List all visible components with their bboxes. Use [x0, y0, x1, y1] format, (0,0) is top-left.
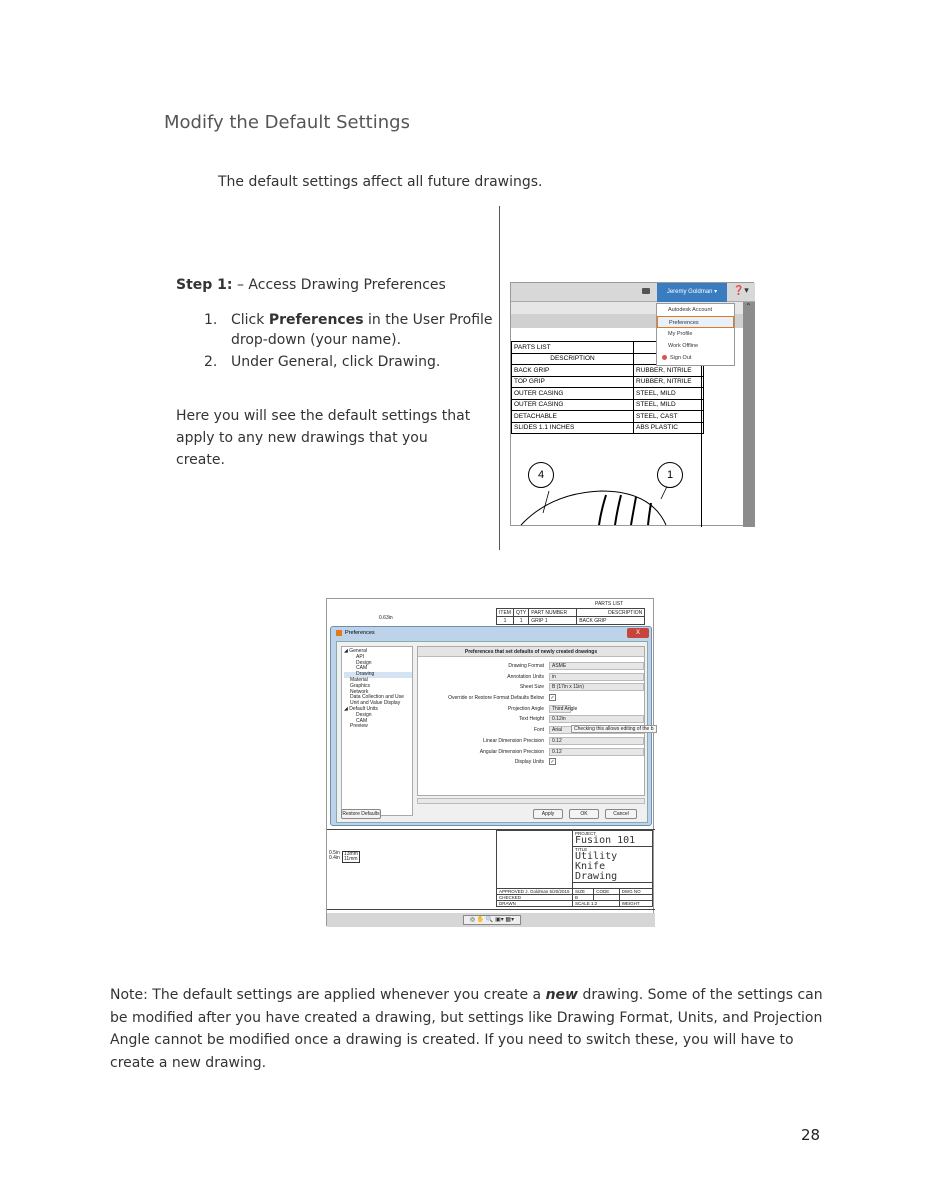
app-icon: [336, 630, 342, 636]
table-cell: ABS PLASTIC: [634, 422, 704, 434]
menu-item-work-offline[interactable]: Work Offline: [668, 343, 699, 349]
tree-item-default-units[interactable]: ◢ Default Units: [344, 705, 378, 712]
chevron-up-icon[interactable]: ⌃: [745, 302, 752, 311]
preferences-dialog: [330, 626, 652, 826]
view-tools[interactable]: ◎ ✋ 🔍 ▣▾ ▦▾: [463, 915, 521, 925]
tree-item-design[interactable]: Design: [356, 659, 372, 666]
ok-button[interactable]: OK: [569, 809, 599, 819]
parts-list-table: [496, 608, 645, 625]
tooltip: Checking this allows editing of the b: [571, 725, 657, 733]
step-label: Step 1:: [176, 277, 233, 293]
table-cell: [573, 831, 653, 847]
setting-row: [418, 704, 644, 715]
setting-label: Drawing Format: [508, 663, 544, 669]
list-number: 1.: [204, 312, 218, 328]
restore-defaults-button[interactable]: Restore Defaults: [342, 811, 380, 817]
setting-label: Override or Restore Format Defaults Below: [448, 695, 544, 702]
setting-label: Projection Angle: [507, 705, 544, 712]
menu-item-preferences[interactable]: Preferences: [657, 316, 734, 328]
callout-balloon: 4: [528, 462, 554, 488]
menu-label: Sign Out: [670, 355, 692, 361]
setting-label: Text Height: [518, 716, 544, 723]
user-profile-dropdown: [656, 303, 735, 366]
drawn-cell: DRAWN: [497, 901, 573, 907]
tree-item-drawing[interactable]: Drawing: [344, 672, 412, 678]
setting-row: [418, 747, 644, 758]
horizontal-scrollbar[interactable]: [417, 798, 645, 804]
list-bold: Preferences: [268, 312, 364, 328]
column-header: ITEM: [497, 609, 514, 617]
table-cell: 1: [513, 617, 528, 625]
setting-label: Angular Dimension Precision: [479, 748, 544, 755]
menu-item-my-profile[interactable]: My Profile: [668, 331, 693, 337]
step-title-text: – Access Drawing Preferences: [232, 277, 446, 293]
column-header: DESCRIPTION: [512, 353, 634, 365]
table-cell: SLIDES 1.1 INCHES: [512, 422, 634, 434]
drawing-title: Utility Knife Drawing: [575, 851, 618, 882]
title-block: [496, 830, 653, 907]
sign-out-icon: [662, 355, 667, 360]
setting-label: Annotation Units: [507, 673, 544, 680]
table-cell: GRIP 1: [529, 617, 577, 625]
note-text: drawing. Some of the settings can be modified after you have created a drawing, but settings like Drawing Format, Units, and Projection Angle cannot be modified once a drawing is created. If you need to switch these, you will have to create a new drawing.: [110, 987, 823, 1071]
parts-list-title: PARTS LIST: [595, 601, 624, 607]
setting-row: [418, 672, 644, 683]
sheet-size-select[interactable]: B (17in x 11in): [549, 683, 644, 691]
list-item: [204, 310, 494, 350]
menu-item-autodesk-account[interactable]: Autodesk Account: [668, 307, 713, 313]
step-title: [176, 277, 446, 293]
font-select[interactable]: Arial: [549, 726, 644, 734]
table-cell: RUBBER, NITRILE: [634, 365, 704, 377]
table-row: [512, 422, 704, 434]
help-icon[interactable]: ❓▾: [733, 285, 749, 295]
dialog-body: [336, 641, 654, 823]
dialog-title: Preferences: [345, 630, 375, 636]
annotation-units-select[interactable]: in: [549, 673, 644, 681]
column-header: QTY: [513, 609, 528, 617]
dwg-label: DWG NO: [619, 889, 652, 895]
user-menu-screenshot: [510, 282, 754, 526]
column-header: DESCRIPTION: [577, 609, 645, 617]
table-cell: STEEL, MILD: [634, 388, 704, 400]
list-number: 2.: [204, 354, 218, 370]
table-cell: OUTER CASING: [512, 388, 634, 400]
intro-text: The default settings affect all future drawings.: [218, 174, 543, 190]
tree-item-cam-units[interactable]: CAM: [356, 717, 368, 724]
setting-label: Font: [533, 727, 544, 734]
page-heading: Modify the Default Settings: [164, 112, 410, 133]
tree-item-data-collection[interactable]: Data Collection and Use: [350, 694, 404, 701]
size-label: SIZE: [573, 889, 594, 895]
here-text: Here you will see the default settings that apply to any new drawings that you create.: [176, 408, 471, 468]
close-button[interactable]: X: [627, 628, 649, 638]
list-text: Click: [231, 312, 269, 328]
dimension-label: 0.63in: [379, 615, 393, 621]
chat-icon: [642, 288, 650, 294]
table-cell: OUTER CASING: [512, 399, 634, 411]
tree-item-network[interactable]: Network: [350, 688, 369, 695]
weight-cell: WEIGHT: [619, 901, 652, 907]
preferences-tree: [341, 646, 413, 816]
setting-row: [418, 682, 644, 693]
project-name: Fusion 101: [575, 835, 636, 846]
scrollbar[interactable]: [743, 302, 755, 527]
tree-item-preview[interactable]: Preview: [350, 723, 368, 730]
column-header: PART NUMBER: [529, 609, 577, 617]
display-units-checkbox[interactable]: ✓: [550, 759, 555, 766]
menu-item-sign-out[interactable]: [657, 352, 734, 364]
table-cell: BACK GRIP: [577, 617, 645, 625]
parts-list-title: PARTS LIST: [512, 342, 634, 354]
code-label: CODE: [594, 889, 619, 895]
tree-item-general[interactable]: ◢ General: [344, 648, 368, 654]
table-cell: [573, 847, 653, 883]
setting-row: [418, 757, 644, 768]
size-value: B: [573, 895, 594, 901]
user-profile-button[interactable]: Jeremy Goldman ▾: [657, 283, 727, 302]
tree-item-graphics[interactable]: Graphics: [350, 682, 371, 689]
setting-label: Sheet Size: [519, 684, 544, 691]
scale-indicator: 0.5in 0.4in: [329, 850, 340, 861]
note-paragraph: [110, 984, 830, 1074]
table-row: [512, 388, 704, 400]
tree-item-design-units[interactable]: Design: [356, 711, 372, 718]
table-row: [512, 365, 704, 377]
angular-precision-select[interactable]: 0.12: [549, 748, 644, 756]
setting-row: [418, 661, 644, 672]
table-cell: [497, 831, 573, 889]
drawing-format-select[interactable]: ASME: [549, 662, 644, 670]
table-cell: STEEL, CAST: [634, 411, 704, 423]
title-label: TITLE: [575, 847, 588, 852]
table-cell: DETACHABLE: [512, 411, 634, 423]
vertical-divider: [499, 206, 500, 550]
table-cell: TOP GRIP: [512, 376, 634, 388]
table-row: [512, 411, 704, 423]
override-checkbox[interactable]: ✓: [550, 695, 555, 702]
border-line: [327, 909, 655, 910]
note-emphasis: new: [545, 987, 578, 1003]
table-cell: RUBBER, NITRILE: [634, 376, 704, 388]
callout-balloon: 1: [657, 462, 683, 488]
table-row: [497, 609, 645, 617]
cancel-button[interactable]: Cancel: [605, 809, 637, 819]
tree-item-unit-display[interactable]: Unit and Value Display: [350, 700, 401, 707]
projection-angle-select[interactable]: Third Angle: [549, 705, 571, 713]
step-list: [204, 310, 494, 372]
table-cell: BACK GRIP: [512, 365, 634, 377]
setting-row: [418, 693, 644, 704]
text-height-input[interactable]: 0.12in: [549, 715, 644, 723]
apply-button[interactable]: Apply: [533, 809, 563, 819]
table-cell: 1: [497, 617, 514, 625]
tree-item-cam[interactable]: CAM: [356, 665, 368, 672]
linear-precision-select[interactable]: 0.12: [549, 737, 644, 745]
approved-cell: APPROVED J. Goldman 5/20/2015: [497, 889, 573, 895]
list-text: in the User Profile drop-down (your name).: [231, 312, 493, 348]
setting-row: [418, 714, 644, 725]
project-label: PROJECT: [575, 831, 597, 836]
settings-panel: [417, 646, 654, 796]
list-text: Under General, click Drawing.: [231, 354, 441, 370]
setting-row: [418, 736, 644, 747]
list-item: [204, 352, 494, 372]
scale-cell: SCALE 1:2: [573, 901, 620, 907]
checked-cell: CHECKED: [497, 895, 573, 901]
panel-title: Preferences that set defaults of newly created drawings: [418, 647, 644, 657]
setting-label: Linear Dimension Precision: [483, 737, 544, 744]
tree-item-material[interactable]: Material: [350, 676, 368, 683]
table-row: [512, 399, 704, 411]
table-row: [512, 376, 704, 388]
page-number: 28: [801, 1126, 821, 1144]
note-text: Note: The default settings are applied whenever you create a: [110, 987, 546, 1003]
setting-label: Display Units: [514, 759, 544, 766]
scale-box: 13mm 11mm: [344, 851, 358, 862]
preferences-screenshot: [326, 598, 654, 926]
table-cell: STEEL, MILD: [634, 399, 704, 411]
table-row: [497, 617, 645, 625]
tree-item-api[interactable]: API: [356, 653, 365, 660]
